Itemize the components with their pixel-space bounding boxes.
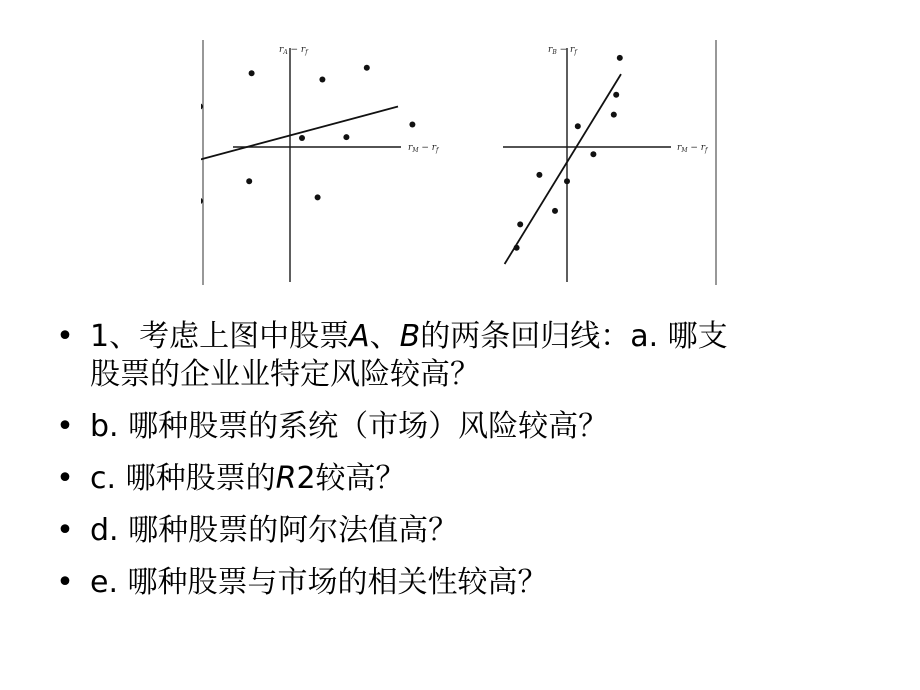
question-1-text: 1、考虑上图中股票 [90, 319, 350, 354]
chart-b-y-axis-label: $r_B - r_f$ [548, 45, 577, 56]
question-3-italic-symbol: R [275, 461, 297, 496]
chart-a-point-5 [409, 122, 415, 128]
chart-a-point-4 [364, 65, 370, 71]
question-item-4 [0, 512, 920, 550]
bullet-icon: • [56, 319, 74, 354]
chart-a-point-10 [315, 194, 321, 200]
question-4-text: d. 哪种股票的阿尔法值高？ [90, 513, 459, 548]
question-line-2: 股票的企业业特定风险较高？ [90, 357, 480, 392]
question-3-text: c. 哪种股票的 [90, 461, 276, 496]
chart-b-point-4 [575, 123, 581, 129]
chart-b-point-9 [517, 221, 523, 227]
question-text [90, 460, 880, 498]
chart-a-point-3 [319, 77, 325, 83]
bullet-icon: • [56, 565, 74, 600]
chart-a [201, 48, 415, 282]
bullet-icon: • [56, 409, 74, 444]
chart-a-point-8 [246, 178, 252, 184]
chart-b-regression-line [505, 74, 621, 264]
chart-a-point-7 [343, 134, 349, 140]
chart-b-point-1 [617, 55, 623, 61]
chart-b-point-7 [564, 178, 570, 184]
question-item-1 [0, 318, 920, 394]
bullet-icon: • [56, 513, 74, 548]
chart-b-point-5 [590, 151, 596, 157]
chart-b-x-axis-label: $r_M - r_f$ [677, 143, 708, 154]
chart-a-regression-line [201, 107, 398, 160]
chart-a-y-axis-label: $r_A - r_f$ [279, 45, 308, 56]
chart-a-x-axis-label: $r_M - r_f$ [408, 143, 439, 154]
chart-b-point-6 [536, 172, 542, 178]
question-text [90, 408, 880, 446]
question-2-text: b. 哪种股票的系统（市场）风险较高？ [90, 409, 609, 444]
chart-b-point-2 [613, 92, 619, 98]
question-1-text: 的两条回归线：a. 哪支 [420, 319, 728, 354]
question-5-text: e. 哪种股票与市场的相关性较高？ [90, 565, 548, 600]
regression-charts-svg [201, 40, 721, 285]
regression-figure [201, 40, 721, 285]
question-line-1 [90, 318, 880, 356]
chart-b-point-10 [514, 245, 520, 251]
chart-a-point-2 [249, 70, 255, 76]
chart-b-point-3 [611, 112, 617, 118]
question-item-2 [0, 408, 920, 446]
question-text [90, 564, 880, 602]
question-item-3 [0, 460, 920, 498]
chart-b [503, 48, 671, 282]
question-item-5 [0, 564, 920, 602]
question-text [90, 512, 880, 550]
bullet-icon: • [56, 461, 74, 496]
chart-b-point-8 [552, 208, 558, 214]
chart-a-point-6 [299, 135, 305, 141]
question-1-italic-symbol: B [399, 319, 421, 354]
question-list [0, 318, 920, 616]
question-3-text: 2较高？ [296, 461, 406, 496]
question-1-italic-symbol: A [349, 319, 370, 354]
question-1-text: 、 [369, 319, 400, 354]
